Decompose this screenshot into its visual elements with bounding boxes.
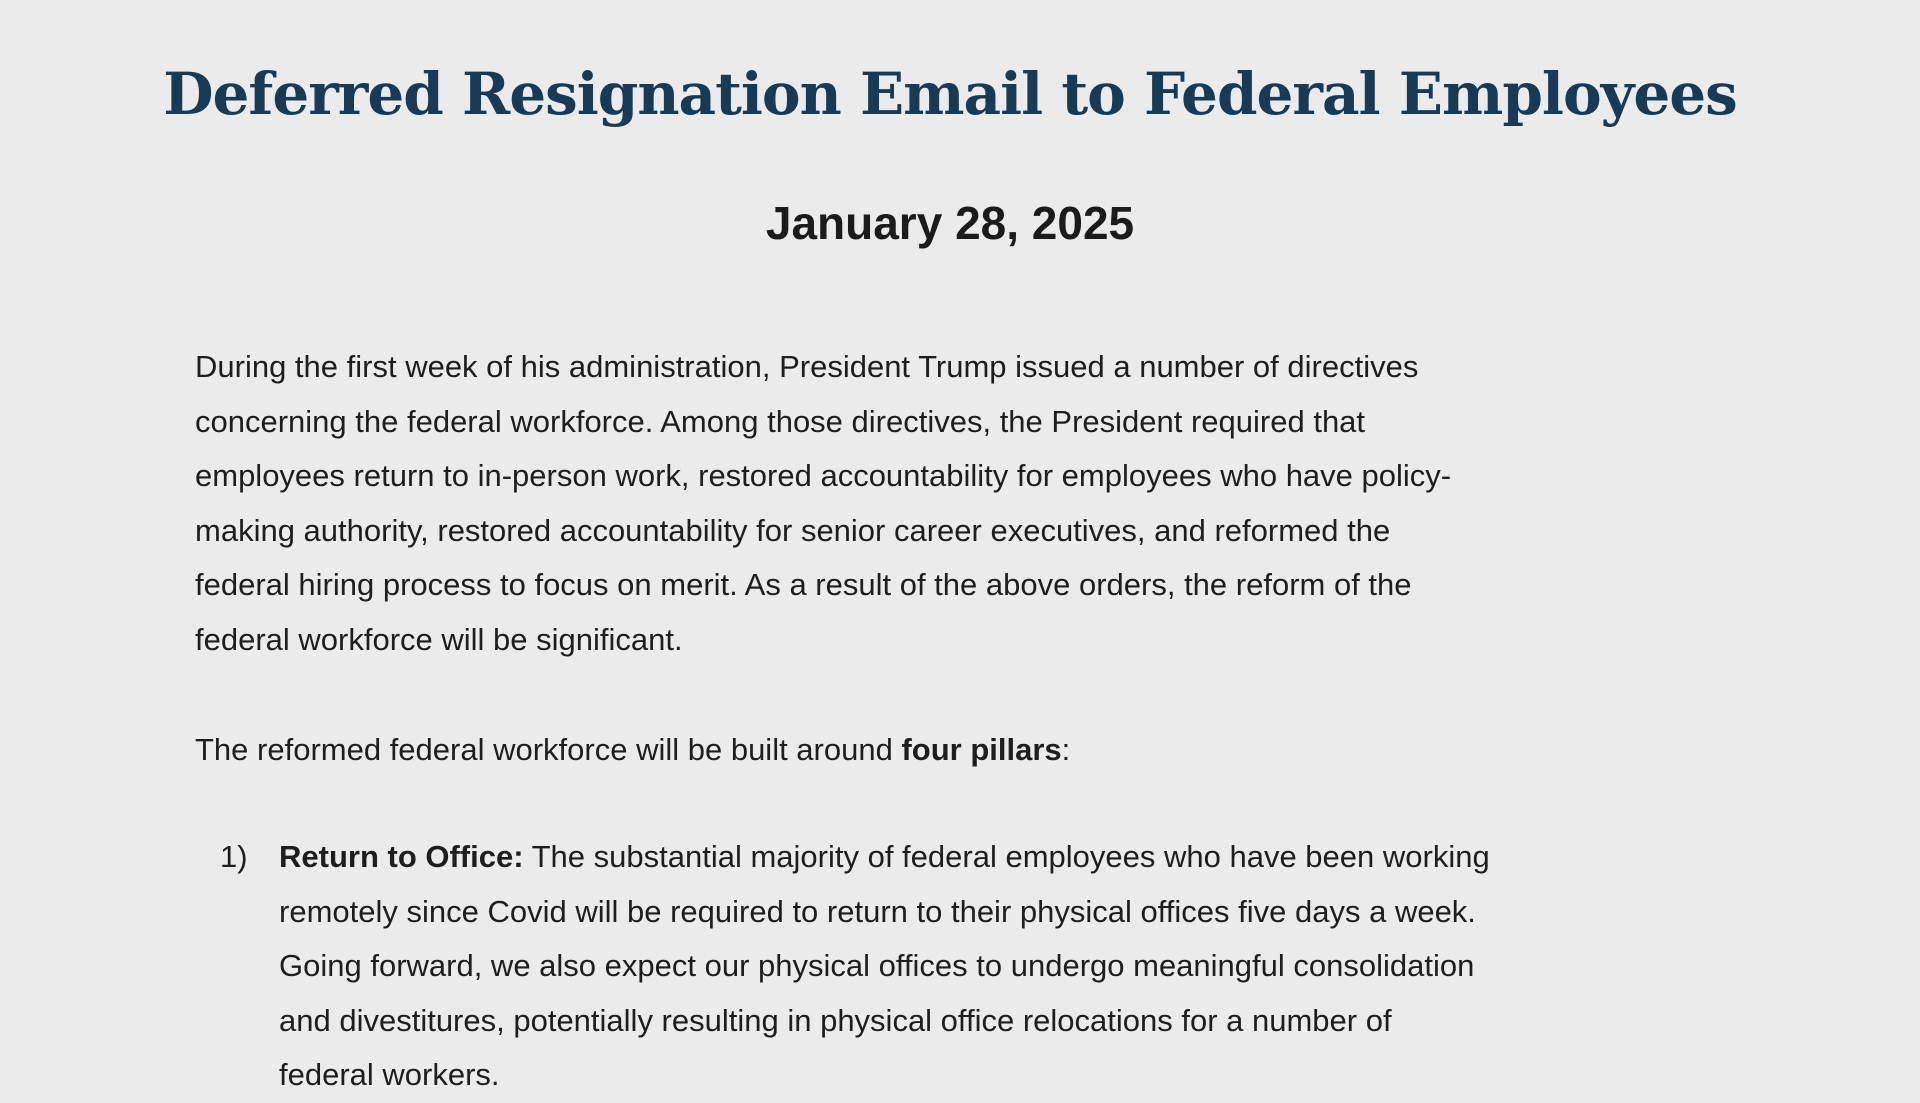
pillar-line: and divestitures, potentially resulting in physical office relocations for a number of (279, 1002, 1392, 1038)
pillar-line (279, 830, 1779, 885)
pillars-intro (195, 723, 1070, 778)
pillars-intro-suffix: : (1061, 732, 1071, 767)
paragraph-line: federal workforce will be significant. (195, 621, 683, 657)
page-title: Deferred Resignation Email to Federal Employees (163, 60, 1737, 128)
pillar-number: 1) (220, 839, 248, 874)
pillars-emphasis: four pillars (901, 732, 1062, 767)
paragraph-line: employees return to in-person work, restored accountability for employees who have policy- (195, 458, 1452, 494)
pillar-line: remotely since Covid will be required to return to their physical offices five days a week. (279, 893, 1476, 929)
pillar-line: Going forward, we also expect our physical offices to undergo meaningful consolidation (279, 948, 1475, 984)
pillar-line-text: The substantial majority of federal employees who have been working (523, 839, 1490, 874)
pillar-text (279, 830, 1779, 1103)
intro-paragraph (195, 340, 1451, 668)
document-date: January 28, 2025 (765, 197, 1135, 249)
paragraph-line: federal hiring process to focus on merit. As a result of the above orders, the reform of the (195, 567, 1412, 603)
paragraph-line: making authority, restored accountability for senior career executives, and reformed the (195, 512, 1391, 548)
paragraph-line: During the first week of his administration, President Trump issued a number of directives (195, 349, 1419, 384)
pillar-line: federal workers. (279, 1057, 500, 1093)
pillar-heading: Return to Office: (279, 839, 524, 874)
pillars-intro-line (195, 723, 1070, 778)
pillars-intro-text: The reformed federal workforce will be built around (195, 732, 902, 767)
paragraph-line: concerning the federal workforce. Among those directives, the President required that (195, 403, 1366, 439)
